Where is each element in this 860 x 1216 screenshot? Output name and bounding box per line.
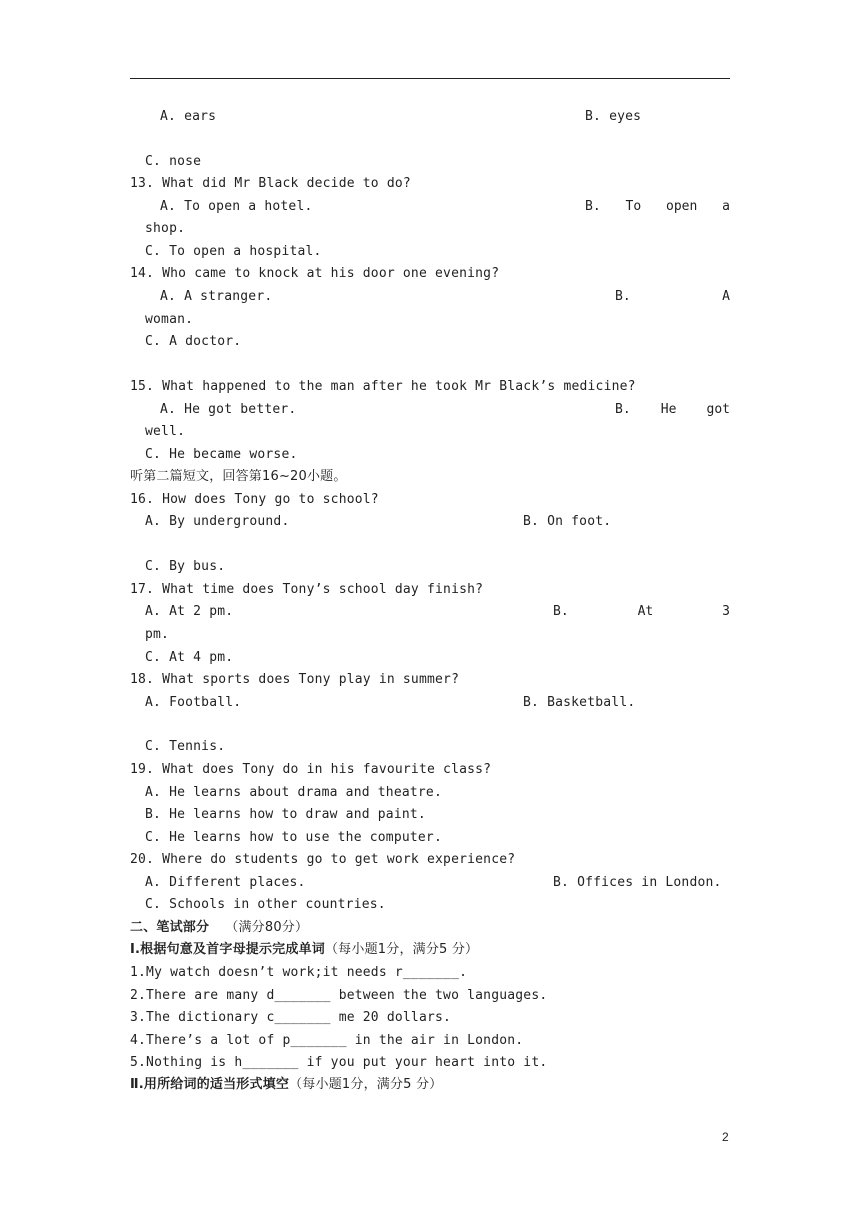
part1-item: 3.The dictionary c_______ me 20 dollars. [130,1010,452,1025]
q18-option-b: B. Basketball. [523,695,636,710]
q15-option-c: C. He became worse. [145,447,298,462]
q17-option-b-word: 3 [722,604,730,619]
part1-item: 4.There’s a lot of p_______ in the air in London. [130,1033,524,1048]
written-section-title: 二、笔试部分 [130,920,210,935]
q13-option-b-word: To [625,199,642,214]
q16-option-c: C. By bus. [145,559,226,574]
written-section-heading [130,920,308,936]
page-number: 2 [722,1130,729,1144]
q20-question: 20. Where do students go to get work experience? [130,852,516,867]
q14-question: 14. Who came to knock at his door one evening? [130,266,500,281]
q17-option-b [553,604,730,620]
listening-section-2-heading: 听第二篇短文，回答第16~20小题。 [130,469,347,484]
q15-option-b-continued: well. [145,424,186,439]
q14-option-b-continued: woman. [145,312,194,327]
q19-option-a: A. He learns about drama and theatre. [145,785,442,800]
part1-item: 5.Nothing is h_______ if you put your heart into it. [130,1055,548,1070]
q13-option-b-word: open [666,199,698,214]
q12-option-b: B. eyes [585,109,642,124]
q14-option-b-word: A [722,289,730,304]
q13-option-c: C. To open a hospital. [145,244,322,259]
q17-question: 17. What time does Tony’s school day finish? [130,582,484,597]
q13-option-b [585,199,730,215]
q12-option-a: A. ears [160,109,217,124]
q13-option-b-continued: shop. [145,221,186,236]
part2-title: Ⅱ.用所给词的适当形式填空 [130,1077,290,1092]
q14-option-c: C. A doctor. [145,334,242,349]
q17-option-b-word: At [637,604,654,619]
q19-question: 19. What does Tony do in his favourite class? [130,762,492,777]
q19-option-c: C. He learns how to use the computer. [145,830,442,845]
q17-option-b-continued: pm. [145,627,170,642]
q15-question: 15. What happened to the man after he took Mr Black’s medicine? [130,379,636,394]
q13-option-b-word: a [722,199,730,214]
q15-option-b-word: He [660,402,677,417]
q18-question: 18. What sports does Tony play in summer? [130,672,460,687]
q13-option-a: A. To open a hotel. [160,199,313,214]
part2-note: （每小题1分，满分5 分） [289,1077,443,1092]
q15-option-b [615,402,730,418]
part1-note: （每小题1分，满分5 分） [324,942,479,957]
q17-option-a: A. At 2 pm. [145,604,234,619]
q15-option-b-word: B. [615,402,631,417]
q17-option-b-word: B. [553,604,569,619]
q20-option-c: C. Schools in other countries. [145,897,386,912]
part1-item: 1.My watch doesn’t work;it needs r_______. [130,965,468,980]
q14-option-b-word: B. [615,289,631,304]
q16-option-a: A. By underground. [145,514,290,529]
q12-option-c: C. nose [145,154,202,169]
q15-option-a: A. He got better. [160,402,297,417]
header-rule [130,78,730,79]
q13-question: 13. What did Mr Black decide to do? [130,176,411,191]
q14-option-a: A. A stranger. [160,289,273,304]
q18-option-a: A. Football. [145,695,242,710]
q15-option-b-word: got [706,402,730,417]
q19-option-b: B. He learns how to draw and paint. [145,807,426,822]
q18-option-c: C. Tennis. [145,739,226,754]
q16-question: 16. How does Tony go to school? [130,492,379,507]
part1-heading [130,942,478,958]
q20-option-a: A. Different places. [145,875,306,890]
part1-title: Ⅰ.根据句意及首字母提示完成单词 [130,942,325,957]
part2-heading [130,1077,442,1093]
q20-option-b: B. Offices in London. [553,875,722,890]
written-section-score: （满分80分） [225,920,309,935]
q16-option-b: B. On foot. [523,514,612,529]
q13-option-b-word: B. [585,199,601,214]
part1-item: 2.There are many d_______ between the two languages. [130,988,548,1003]
q14-option-b [615,289,730,305]
q17-option-c: C. At 4 pm. [145,650,234,665]
